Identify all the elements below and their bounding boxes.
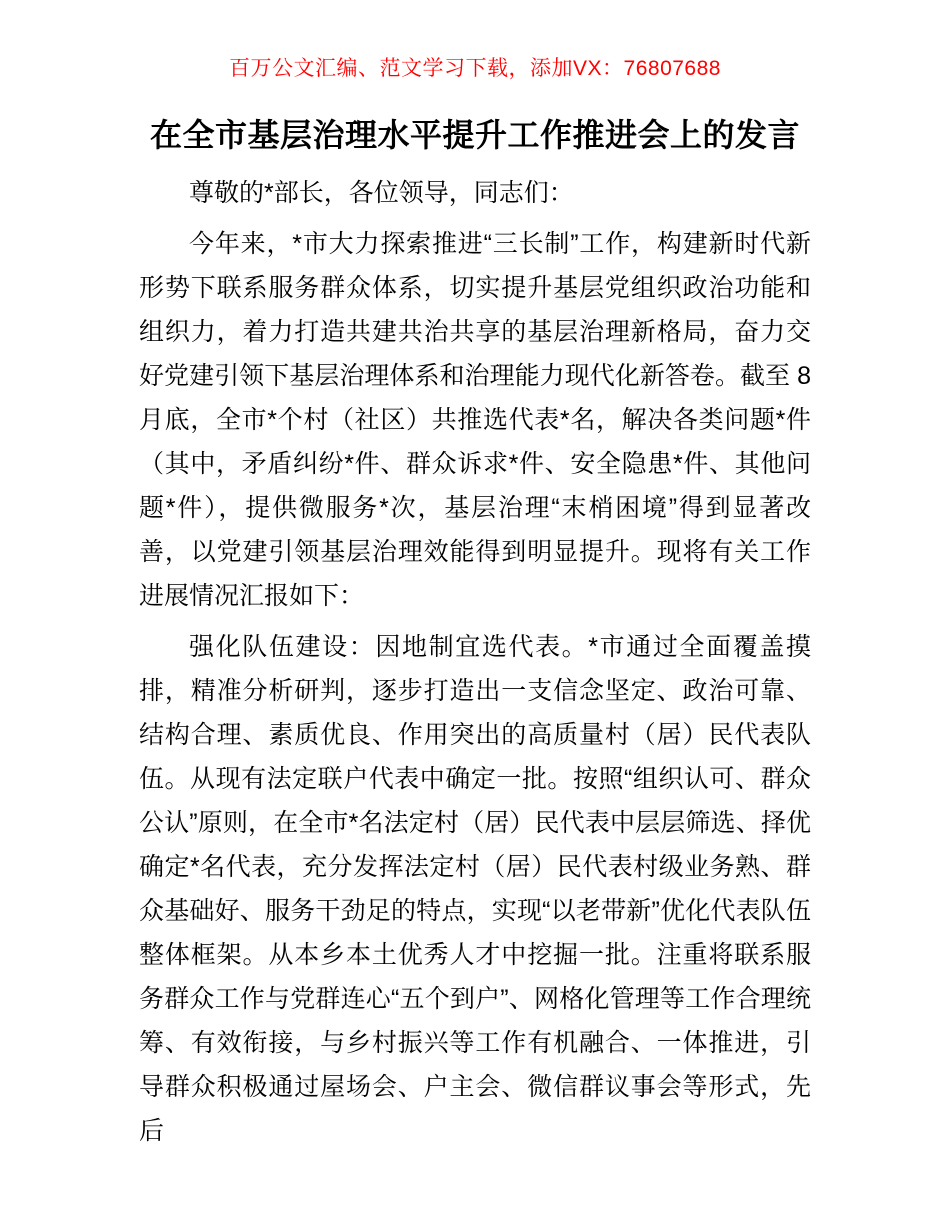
paragraph-salutation: 尊敬的*部长，各位领导，同志们：	[189, 179, 574, 207]
watermark-notice: 百万公文汇编、范文学习下载，添加VX：76807688	[229, 57, 721, 80]
paragraph-team-building: 强化队伍建设：因地制宜选代表。*市通过全面覆盖摸排，精准分析研判，逐步打造出一支信念坚定、政治可靠、结构合理、素质优良、作用突出的高质量村（居）民代表队伍。从现有法定联户代表中确定一批。按照“组织认可、群众公认”原则，在全市*名法定村（居）民代表中层层筛选、择优确定*名代表，充分发挥法定村（居）民代表村级业务熟、群众基础好、服务干劲足的特点，实现“以老带新”优化代表队伍整体框架。从本乡本土优秀人才中挖掘一批。注重将联系服务群众工作与党群连心“五个到户”、网格化管理等工作合理统筹、有效衔接，与乡村振兴等工作有机融合、一体推进，引导群众积极通过屋场会、户主会、微信群议事会等形式，先后	[139, 633, 811, 1145]
document-title: 在全市基层治理水平提升工作推进会上的发言	[149, 117, 800, 153]
paragraph-overview: 今年来，*市大力探索推进“三长制”工作，构建新时代新形势下联系服务群众体系，切实提升基层党组织政治功能和组织力，着力打造共建共治共享的基层治理新格局，奋力交好党建引领下基层治理体系和治理能力现代化新答卷。截至 8 月底，全市*个村（社区）共推选代表*名，解决各类问题*件（其中，矛盾纠纷*件、群众诉求*件、安全隐患*件、其他问题*件），提供微服务*次，基层治理“末梢困境”得到显著改善，以党建引领基层治理效能得到明显提升。现将有关工作进展情况汇报如下：	[139, 230, 811, 610]
document-body	[139, 171, 811, 1153]
